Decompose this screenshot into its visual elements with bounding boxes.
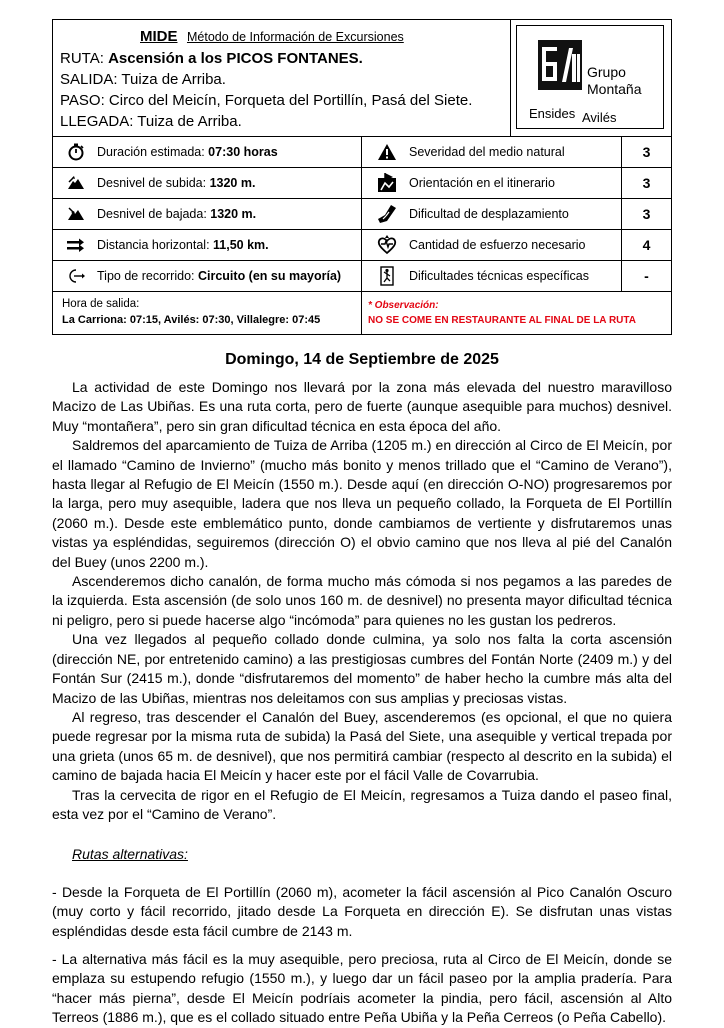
severity-score: 3 [642,144,651,160]
club-logo-box [510,20,671,136]
route-line [60,48,510,69]
departure-times [53,292,362,334]
displacement-score: 3 [642,206,651,222]
rating-row-left [53,199,362,230]
warning-triangle-icon [374,142,400,162]
route-label: RUTA: [60,50,109,67]
observation-value: NO SE COME EN RESTAURANTE AL FINAL DE LA RUTA [368,315,636,326]
rating-row-left [53,137,362,168]
route-type-value: Circuito (en su mayoría) [197,269,342,283]
rating-score-cell [622,261,671,292]
rating-row-right [362,199,622,230]
descent-label: Desnivel de bajada: [97,207,211,221]
orientation-score: 3 [642,175,651,191]
departure-value: La Carriona: 07:15, Avilés: 07:30, Villalegre: 07:45 [62,314,321,326]
rating-score-cell [622,199,671,230]
rating-row-left [53,168,362,199]
stopwatch-icon [63,142,89,162]
paragraph: Al regreso, tras descender el Canalón del Buey, ascenderemos (es opcional, el que no quiera puede regresar por la misma ruta de subida) la Pasá del Siete, una asequible y vertical trepada por una grieta (unos 65 m. de desnivel), que nos permitirá cambiar (respecto al descrito en la subida) el camino de bajada hacia El Meicín y hacer este por el fácil Valle de Covarrubia. [52,708,672,784]
observation-label: * Observación: [368,300,439,311]
paragraph: Saldremos del aparcamiento de Tuiza de Arriba (1205 m.) en dirección al Circo de El Meicín, por el llamado “Camino de Invierno” (mucho más bonito y menos trillado que el “Camino de Verano”), hasta llegar al Refugio de El Meicín (1550 m.). Desde aquí (en dirección O-NO) progresaremos por la larga, pero muy asequible, ladera que nos lleva un pequeño collado, la Forqueta de El Portillín (2060 m.). Desde este emblemático punto, donde cambiamos de vertiente y disfrutaremos unas vistas ya espléndidas, seguiremos (dirección O) el obvio camino que nos lleva al pié del Canalón del Buey (unos 2200 m.). [52,437,672,570]
distance-value: 11,50 km. [213,238,269,252]
boot-icon [374,204,400,224]
mide-title-line [140,28,510,45]
rating-row-left [53,261,362,292]
rating-label [97,145,278,159]
paragraph: Una vez llegados al pequeño collado donde culmina, ya solo nos falta la corta ascensión (dirección NE, por entretenido camino) a las prestigiosas cumbres del Fontán Norte (2409 m.) y del Fontán Sur (2415 m.), donde “disfrutaremos del momento” de haber hecho la cumbre más alta del Macizo de las Ubiñas, mientras nos deleitamos con sus amplias y preciosas vistas. [52,631,672,706]
arrival-line: LLEGADA: Tuiza de Arriba. [60,113,242,130]
description-body [52,378,672,1028]
signpost-icon [374,173,400,193]
ascent-label: Desnivel de subida: [97,176,210,190]
duration-value: 07:30 horas [208,145,278,159]
rating-label [97,176,255,190]
alternative-item: - Desde la Forqueta de El Portillín (2060 m), acometer la fácil ascensión al Pico Canalón Oscuro (muy corto y fácil recorrido, jitado desde La Forqueta en dirección E). Se disfrutan unas vistas espléndidas desde esta fácil cumbre de 2143 m. [52,883,672,939]
ascent-value: 1320 m. [209,176,256,190]
club-logo-mark [538,40,582,90]
mide-panel [52,19,672,335]
route-type-label: Tipo de recorrido: [97,269,198,283]
climbing-icon [374,266,400,286]
effort-score: 4 [642,237,651,253]
rating-score-cell [622,168,671,199]
alternatives-title: Rutas alternativas: [72,846,188,863]
observation [362,292,671,334]
route-value: Ascensión a los PICOS FONTANES. [108,50,363,67]
effort-label: Cantidad de esfuerzo necesario [409,238,586,252]
paragraph: Tras la cervecita de rigor en el Refugio de El Meicín, regresamos a Tuiza dando el paseo final, esta vez por el “Camino de Verano”. [52,786,672,822]
rating-row-right [362,230,622,261]
technical-label: Dificultades técnicas específicas [409,269,589,283]
heart-effort-icon [374,235,400,255]
rating-row-right [362,168,622,199]
mide-footer [53,292,671,334]
distance-label: Distancia horizontal: [97,238,214,252]
mide-ratings-grid [53,137,671,292]
rating-label [97,207,256,221]
event-date: Domingo, 14 de Septiembre de 2025 [225,351,499,368]
club-logo-text-3: Ensides [529,106,576,121]
departure-label: Hora de salida: [62,298,140,310]
start-line: SALIDA: Tuiza de Arriba. [60,71,226,88]
mide-header [53,20,671,137]
technical-score: - [644,268,649,284]
rating-score-cell [622,137,671,168]
rating-row-left [53,230,362,261]
pass-line: PASO: Circo del Meicín, Forqueta del Portillín, Pasá del Siete. [60,92,473,109]
club-logo-text-2: Montaña [587,81,642,97]
orientation-label: Orientación en el itinerario [409,176,555,190]
paragraph: Ascenderemos dicho canalón, de forma mucho más cómoda si nos pegamos a las paredes de la izquierda. Esta ascensión (de solo unos 160 m. de desnivel) no presenta mayor dificultad técnica ni peligro, pero si puede hacerse algo “incómoda” para quienes no les gustan los pedreros. [52,573,672,628]
paragraph: La actividad de este Domingo nos llevará por la zona más elevada del nuestro maravilloso Macizo de Las Ubiñas. Es una ruta corta, pero de fuerte (aunque asequible para muchos) desnivel. Muy “montañera”, pero sin gran dificultad técnica en esta época del año. [52,379,672,434]
rating-label [97,238,269,252]
mide-subtitle: Método de Información de Excursiones [186,30,404,44]
duration-label: Duración estimada: [97,145,209,159]
circuit-icon [63,266,89,286]
mide-title: MIDE [140,28,178,45]
severity-label: Severidad del medio natural [409,145,565,159]
club-logo-text-4: Avilés [582,110,617,125]
ascent-icon [63,173,89,193]
displacement-label: Dificultad de desplazamiento [409,207,569,221]
route-info [53,20,510,136]
distance-arrows-icon [63,235,89,255]
rating-row-right [362,261,622,292]
descent-icon [63,204,89,224]
rating-score-cell [622,230,671,261]
rating-label [97,269,341,283]
club-logo-text-1: Grupo [587,64,626,80]
alternative-item: - La alternativa más fácil es la muy asequible, pero preciosa, ruta al Circo de El Meicín, donde se emplaza su estupendo refugio (1550 m.), y luego dar un fácil paseo por la amplia pradería. Para “hacer más pierna”, desde El Meicín podríais acometer la pindia, pero fácil, ascensión al Alto Terreos (1886 m.), que es el collado situado entre Peña Ubiña y la Peña Cerreos (o Peña Cabello). [52,950,672,1026]
rating-row-right [362,137,622,168]
descent-value: 1320 m. [210,207,257,221]
club-logo [516,25,664,129]
